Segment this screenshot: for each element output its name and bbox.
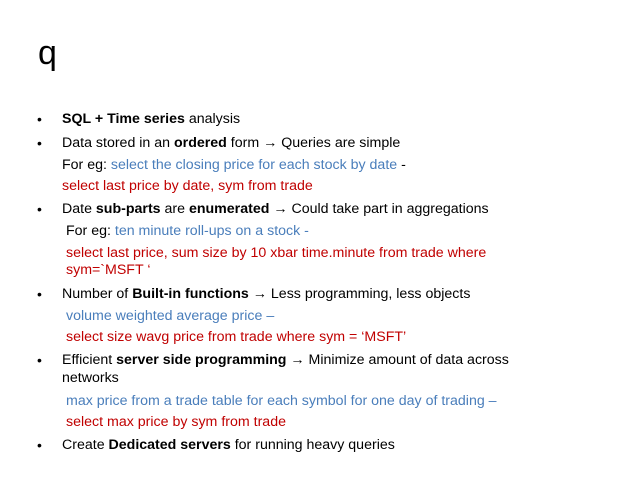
example-line: For eg: select the closing price for each stock by date -	[62, 157, 406, 173]
bullet-icon: •	[37, 352, 42, 368]
query-line: select max price by sym from trade	[66, 414, 286, 430]
example-line: For eg: ten minute roll-ups on a stock -	[66, 223, 309, 239]
query-line: select last price by date, sym from trade	[62, 178, 313, 194]
query-line-continued: sym=`MSFT ‘	[66, 262, 151, 278]
bullet-icon: •	[37, 111, 42, 127]
bullet-icon: •	[37, 201, 42, 217]
bullet-1: SQL + Time series analysis	[62, 111, 241, 127]
bullet-icon: •	[37, 135, 42, 151]
bullet-icon: •	[37, 286, 42, 302]
query-line: select last price, sum size by 10 xbar time.minute from trade where	[66, 245, 487, 261]
bullet-4: Number of Built-in functions → Less programming, less objects	[62, 286, 471, 302]
arrow-icon: →	[263, 135, 278, 151]
arrow-icon: →	[252, 286, 267, 302]
slide-title: q	[38, 34, 57, 72]
description-line: volume weighted average price –	[66, 308, 275, 324]
bullet-icon: •	[37, 437, 42, 453]
bullet-6: Create Dedicated servers for running heavy queries	[62, 437, 395, 453]
bullet-5: Efficient server side programming → Minimize amount of data across	[62, 352, 509, 368]
bullet-5-continued: networks	[62, 370, 119, 386]
bullet-2: Data stored in an ordered form → Queries are simple	[62, 135, 401, 151]
arrow-icon: →	[273, 201, 288, 217]
description-line: max price from a trade table for each symbol for one day of trading –	[66, 393, 497, 409]
arrow-icon: →	[290, 352, 305, 368]
query-line: select size wavg price from trade where sym = ‘MSFT’	[66, 329, 407, 345]
bullet-3: Date sub-parts are enumerated → Could take part in aggregations	[62, 201, 489, 217]
